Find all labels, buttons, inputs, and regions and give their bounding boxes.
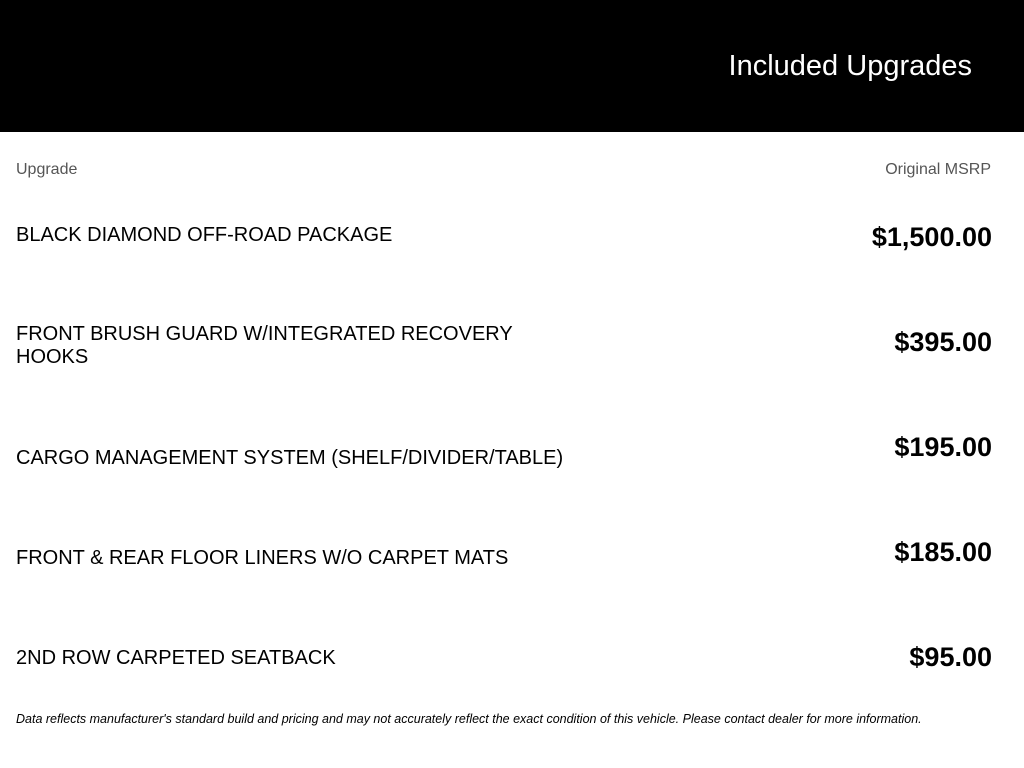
upgrade-name: 2ND ROW CARPETED SEATBACK [16,647,336,669]
upgrade-column-header: Upgrade [16,161,78,178]
upgrade-price: $395.00 [894,327,992,357]
upgrade-name: CARGO MANAGEMENT SYSTEM (SHELF/DIVIDER/TABLE) [16,447,564,469]
msrp-column-header: Original MSRP [885,161,991,178]
header-bar [0,0,1024,132]
upgrade-price: $95.00 [909,642,992,672]
upgrade-price: $1,500.00 [871,222,992,252]
page-title: Included Upgrades [728,50,972,82]
upgrade-name: BLACK DIAMOND OFF-ROAD PACKAGE [16,224,393,246]
upgrade-name: FRONT & REAR FLOOR LINERS W/O CARPET MATS [16,547,509,569]
upgrade-price: $185.00 [894,537,992,567]
upgrade-price: $195.00 [894,432,992,462]
disclaimer-text: Data reflects manufacturer's standard build and pricing and may not accurately reflect the exact condition of this vehicle. Please contact dealer for more information. [16,712,922,726]
upgrade-name: FRONT BRUSH GUARD W/INTEGRATED RECOVERY HOOKS [16,323,513,368]
